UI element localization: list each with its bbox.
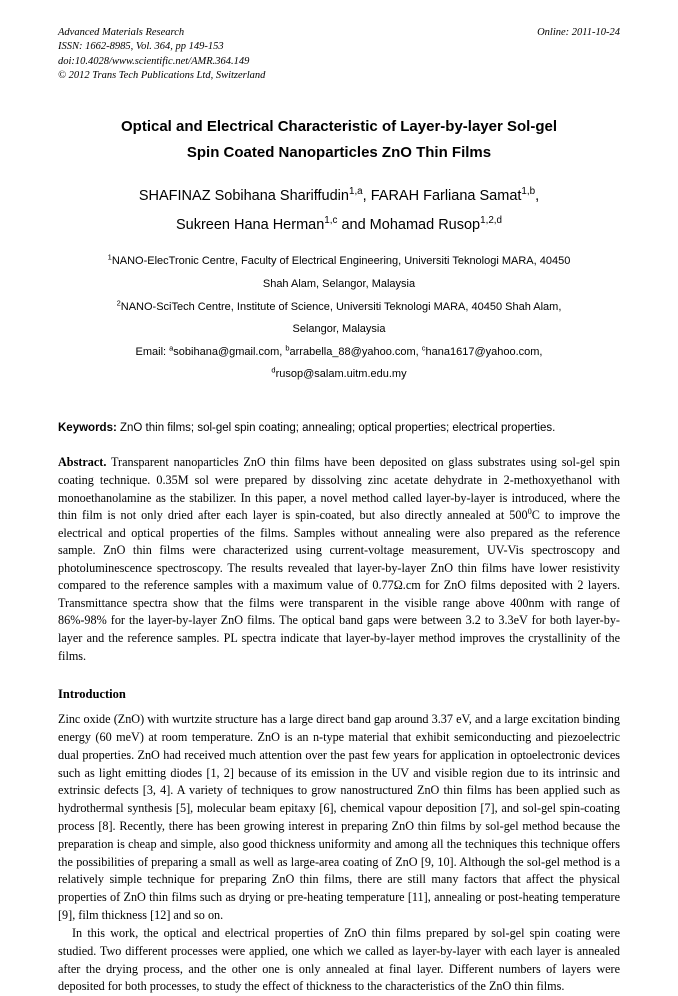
affiliation-1 bbox=[58, 250, 620, 273]
author-list bbox=[58, 182, 620, 240]
introduction-paragraph-2: In this work, the optical and electrical properties of ZnO thin films prepared by sol-gel spin coating were studied. Two different processes were applied, one which we called as layer-by-layer with each layer is annealed after the drying process, and the other one is only annealed at final layer. Different numbers of layers were deposited for both processes, to study the effect of thickness to the characteristics of the ZnO thin films. bbox=[58, 925, 620, 994]
keywords-label: Keywords: bbox=[58, 421, 117, 434]
affiliation-2-line2: Selangor, Malaysia bbox=[292, 323, 386, 336]
keywords-text: ZnO thin films; sol-gel spin coating; annealing; optical properties; electrical properties. bbox=[116, 421, 556, 434]
email-mark-b: b bbox=[285, 342, 290, 352]
title-line-2: Spin Coated Nanoparticles ZnO Thin Films bbox=[186, 144, 492, 162]
author-comma-1: , bbox=[535, 188, 540, 205]
page-header bbox=[58, 26, 620, 84]
online-date: Online: 2011-10-24 bbox=[537, 27, 620, 38]
email-line-2 bbox=[58, 363, 620, 386]
abstract-degree-sup: 0 bbox=[527, 507, 532, 517]
author-affil-mark-2: 1,b bbox=[521, 186, 536, 198]
title-line-1: Optical and Electrical Characteristic of Layer-by-layer Sol-gel bbox=[121, 117, 557, 135]
abstract-label: Abstract. bbox=[58, 455, 107, 470]
abstract-text-part-1: Transparent nanoparticles ZnO thin films have been deposited on glass substrates using sol-gel spin coating technique. 0.35M sol were prepared by dissolving zinc acetate dehydrate in 2-methoxyethanol with monoethanolamine as the stabilizer. In this paper, a novel method called layer-by-layer is introduced, where the thin film is not only dried after each layer is spin-coated, but also directly annealed at 500 bbox=[58, 455, 620, 523]
introduction-paragraph-1: Zinc oxide (ZnO) with wurtzite structure has a large direct band gap around 3.37 eV, and a large excitation binding energy (60 meV) at room temperature. ZnO is an n-type material that exhibit semiconducting and piezoelectric dual properties. ZnO had received much attention over the past few years for application in optoelectronic devices such as light emitting diodes [1, 2] because of its emission in the UV and visible region due to its intrinsic and extrinsic defects [3, 4]. A variety of techniques to grow nanostructured ZnO thin films has been applied such as hydrothermal synthesis [5], molecular beam epitaxy [6], chemical vapour deposition [7], and sol-gel spin-coating process [8]. Recently, there has been growing interest in preparing ZnO thin films by sol-gel method because the preparation is cheap and simple, also good thickness uniformity and among all the techniques this technique offers the possibilities of preparing a small as well as large-area coating of ZnO [9, 10]. Although the sol-gel method is a relatively simple technique for preparing ZnO thin films, there are still many factors that affect the physical properties of ZnO thin films such as drying or pre-heating temperature [11], annealing or post-heating temperature [9], film thickness [12] and so on. bbox=[58, 712, 620, 923]
author-affil-mark-3: 1,c bbox=[324, 215, 338, 227]
email-mark-d: d bbox=[271, 365, 276, 375]
email-address-b: arrabella_88@yahoo.com, bbox=[289, 345, 422, 358]
author-name-4: and Mohamad Rusop bbox=[337, 217, 481, 234]
email-mark-c: c bbox=[421, 342, 426, 352]
abstract-text-part-2: C to improve the electrical and optical properties of the films. Samples without annealing were also prepared as the reference sample. ZnO thin films were characterized using current-voltage measurement, UV-Vis spectroscopy and photoluminescence spectroscopy. The results revealed that layer-by-layer ZnO thin films have lower resistivity compared to the reference samples with a maximum value of 0.77Ω.cm for ZnO films deposited with 2 layers. Transmittance spectra show that the films were transparent in the visible range above 400nm with range of 86%-98% for the layer-by-layer ZnO films. The optical band gaps were between 3.2 to 3.3eV for both layer-by-layer and the reference samples. PL spectra indicate that layer-by-layer method improves the crystallinity of the films. bbox=[58, 508, 620, 663]
affiliation-2-text: NANO-SciTech Centre, Institute of Science, Universiti Teknologi MARA, 40450 Shah Alam, bbox=[120, 300, 562, 313]
affiliation-1-text: NANO-ElecTronic Centre, Faculty of Electrical Engineering, Universiti Teknologi MARA, 40450 bbox=[111, 255, 571, 268]
affiliation-2 bbox=[58, 296, 620, 319]
header-journal-info bbox=[58, 26, 265, 84]
issn-line: ISSN: 1662-8985, Vol. 364, pp 149-153 bbox=[58, 41, 224, 53]
doi-line: doi:10.4028/www.scientific.net/AMR.364.149 bbox=[58, 55, 250, 67]
email-mark-a: a bbox=[169, 342, 174, 352]
author-line-2 bbox=[58, 211, 620, 240]
copyright-line: © 2012 Trans Tech Publications Ltd, Switzerland bbox=[58, 70, 266, 82]
author-name-3: Sukreen Hana Herman bbox=[175, 217, 325, 234]
abstract-block bbox=[58, 454, 620, 665]
author-affil-mark-4: 1,2,d bbox=[480, 215, 503, 227]
affiliation-block bbox=[58, 250, 620, 385]
email-address-c: hana1617@yahoo.com, bbox=[425, 345, 543, 358]
author-name-2: , FARAH Farliana Samat bbox=[362, 188, 522, 205]
journal-name: Advanced Materials Research bbox=[58, 27, 185, 38]
email-label: Email: bbox=[135, 345, 170, 358]
author-name-1: SHAFINAZ Sobihana Shariffudin bbox=[138, 188, 349, 205]
author-line-1 bbox=[58, 182, 620, 211]
affiliation-mark-2: 2 bbox=[116, 297, 121, 307]
author-affil-mark-1: 1,a bbox=[348, 186, 363, 198]
email-address-d: rusop@salam.uitm.edu.my bbox=[275, 368, 407, 381]
affiliation-mark-1: 1 bbox=[107, 252, 112, 262]
email-line-1 bbox=[58, 341, 620, 364]
email-address-a: sobihana@gmail.com, bbox=[173, 345, 286, 358]
page-title bbox=[58, 114, 620, 167]
affiliation-1-line2: Shah Alam, Selangor, Malaysia bbox=[262, 277, 416, 290]
section-heading-introduction: Introduction bbox=[58, 687, 126, 702]
keywords-block bbox=[58, 420, 620, 437]
